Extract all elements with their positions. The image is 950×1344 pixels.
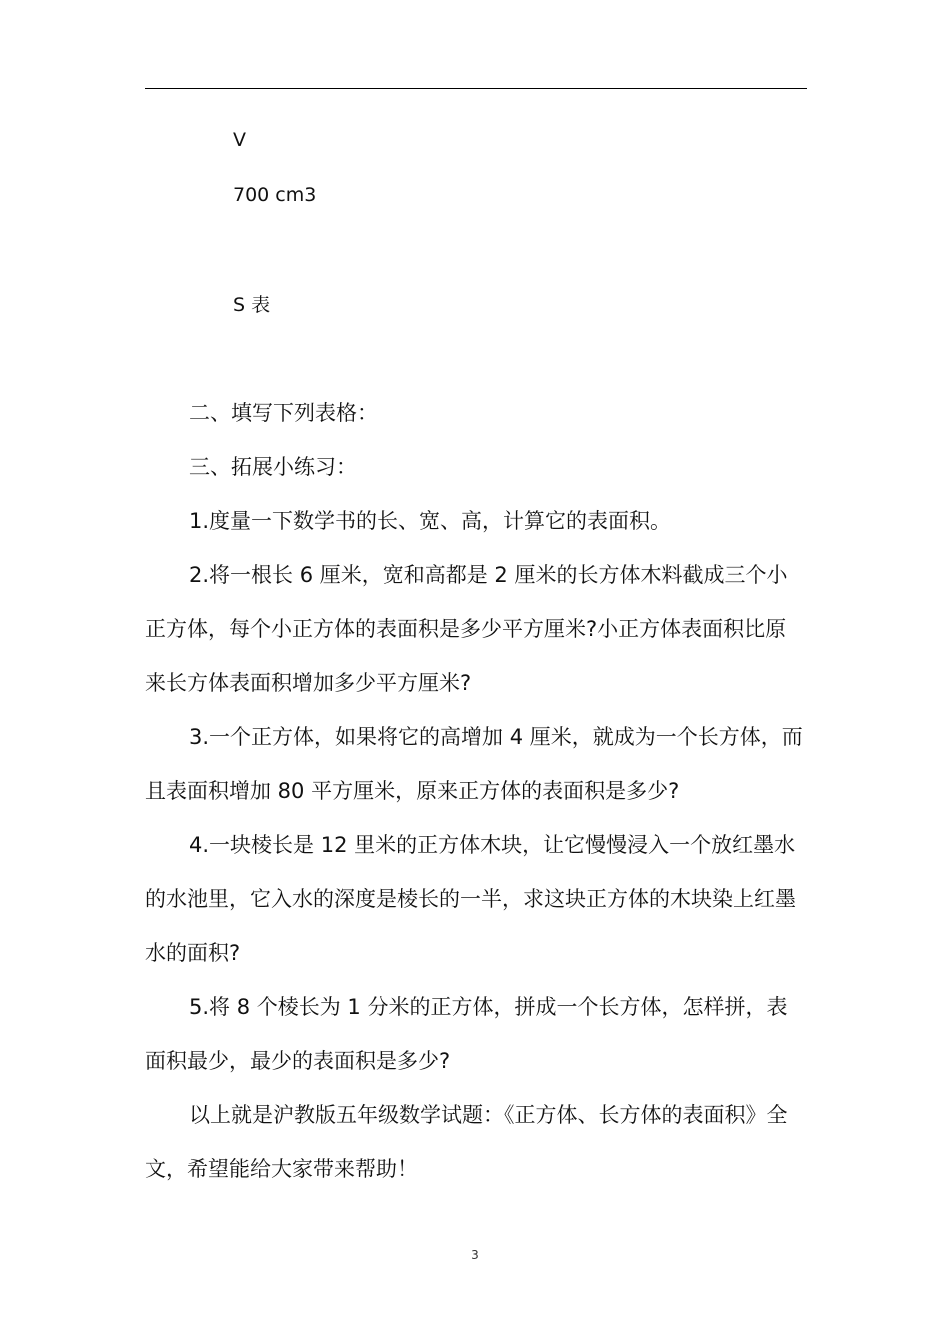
question-2: 2.将一根长 6 厘米，宽和高都是 2 厘米的长方体木料截成三个小正方体，每个小正方体的表面积是多少平方厘米?小正方体表面积比原来长方体表面积增加多少平方厘米? [145,563,788,695]
closing-paragraph: 以上就是沪教版五年级数学试题：《正方体、长方体的表面积》全文，希望能给大家带来帮助！ [145,1103,788,1181]
section-practice: 三、拓展小练习： [189,455,357,479]
question-1: 1.度量一下数学书的长、宽、高，计算它的表面积。 [189,509,672,533]
question-3: 3.一个正方体，如果将它的高增加 4 厘米，就成为一个长方体，而且表面积增加 80 平方厘米，原来正方体的表面积是多少? [145,725,803,803]
header-rule [145,88,807,89]
volume-label: V [233,129,246,151]
question-5: 5.将 8 个棱长为 1 分米的正方体，拼成一个长方体，怎样拼，表面积最少，最少的表面积是多少? [145,995,788,1073]
surface-area-label: S 表 [233,294,271,316]
question-4: 4.一块棱长是 12 里米的正方体木块，让它慢慢浸入一个放红墨水的水池里，它入水的深度是棱长的一半，求这块正方体的木块染上红墨水的面积? [145,833,796,965]
volume-value: 700 cm3 [233,184,317,206]
section-fill-table: 二、填写下列表格： [189,401,378,425]
page-number: 3 [471,1248,479,1262]
